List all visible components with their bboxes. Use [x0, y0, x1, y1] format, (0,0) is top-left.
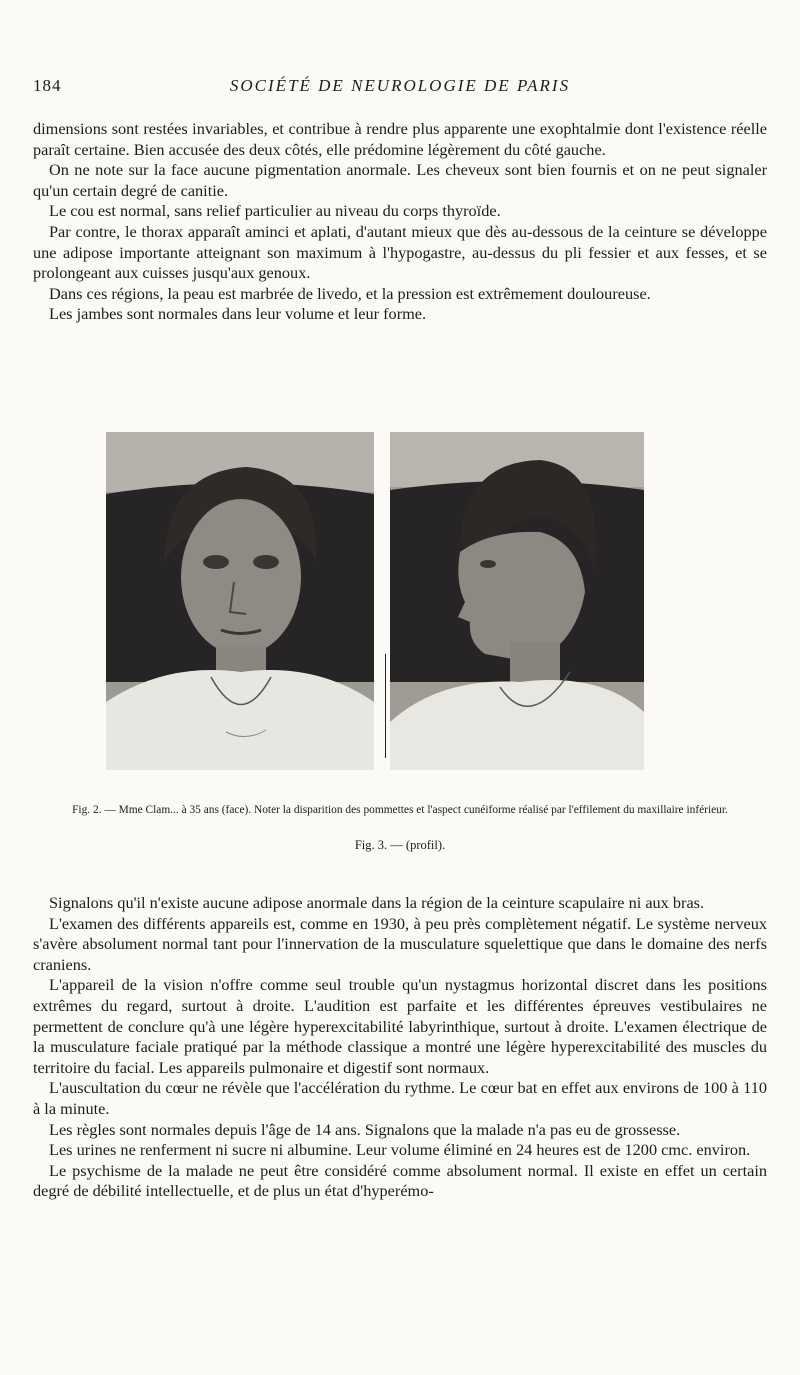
paragraph: Le psychisme de la malade ne peut être considéré comme absolument normal. Il existe en effet un certain degré de débilité intellectuelle, et de plus un état d'hyperémo- — [33, 1160, 767, 1201]
paragraph: L'examen des différents appareils est, comme en 1930, à peu près complètement négatif. Le système nerveux s'avère absolument normal tant pour l'innervation de la musculature squelettique que dans le domaine des nerfs craniens. — [33, 913, 767, 974]
running-title: SOCIÉTÉ DE NEUROLOGIE DE PARIS — [229, 76, 571, 95]
paragraph: Les règles sont normales depuis l'âge de 14 ans. Signalons que la malade n'a pas eu de grossesse. — [49, 1119, 681, 1139]
paragraph: Les jambes sont normales dans leur volume et leur forme. — [49, 304, 427, 324]
photo-fig3-profile — [390, 432, 644, 770]
paragraph: L'appareil de la vision n'offre comme seul trouble qu'un nystagmus horizontal discret dans les positions extrêmes du regard, surtout à droite. L'audition est parfaite et les différentes épreuves vestibulaires ne permettent de conclure qu'à une légère hyperexcitabilité labyrinthique, surtout à droite. L'examen électrique de la musculature faciale pratiqué par la méthode classique a montré une légère hyperexcitabilité des muscles du territoire du facial. Les appareils pulmonaire et digestif sont normaux. — [33, 975, 767, 1077]
paragraph: Dans ces régions, la peau est marbrée de livedo, et la pression est extrêmement douloureuse. — [49, 283, 651, 303]
paragraph: Les urines ne renferment ni sucre ni albumine. Leur volume éliminé en 24 heures est de 1200 cmc. environ. — [49, 1140, 751, 1160]
paragraph: Par contre, le thorax apparaît aminci et aplati, d'autant mieux que dès au-dessous de la ceinture se développe une adipose importante atteignant son maximum à l'hypogastre, au-dessus du pli fessier et aux fesses, et se prolongeant aux cuisses jusqu'aux genoux. — [33, 221, 767, 283]
figure-caption-fig3: Fig. 3. — (profil). — [354, 838, 446, 852]
body-text-bottom — [33, 893, 767, 1202]
column-divider — [385, 654, 386, 758]
paragraph: L'auscultation du cœur ne révèle que l'accélération du rythme. Le cœur bat en effet aux environs de 100 à 110 à la minute. — [33, 1078, 767, 1118]
paragraph: Le cou est normal, sans relief particulier au niveau du corps thyroïde. — [49, 201, 501, 221]
paragraph: dimensions sont restées invariables, et contribue à rendre plus apparente une exophtalmie dont l'existence réelle paraît certaine. Bien accusée des deux côtés, elle prédomine légèrement du côté gauche. — [33, 119, 767, 159]
body-text-top — [33, 119, 767, 325]
paragraph: Signalons qu'il n'existe aucune adipose anormale dans la région de la ceinture scapulaire ni aux bras. — [49, 893, 705, 912]
photo-fig2-face — [106, 432, 374, 770]
figure-caption-fig2: Fig. 2. — Mme Clam... à 35 ans (face). Noter la disparition des pommettes et l'aspect cunéiforme réalisé par l'effilement du maxillaire inférieur. — [72, 804, 728, 816]
page-number: 184 — [33, 76, 62, 95]
running-header — [33, 76, 767, 100]
paragraph: On ne note sur la face aucune pigmentation anormale. Les cheveux sont bien fournis et on ne peut signaler qu'un certain degré de canitie. — [33, 160, 767, 200]
